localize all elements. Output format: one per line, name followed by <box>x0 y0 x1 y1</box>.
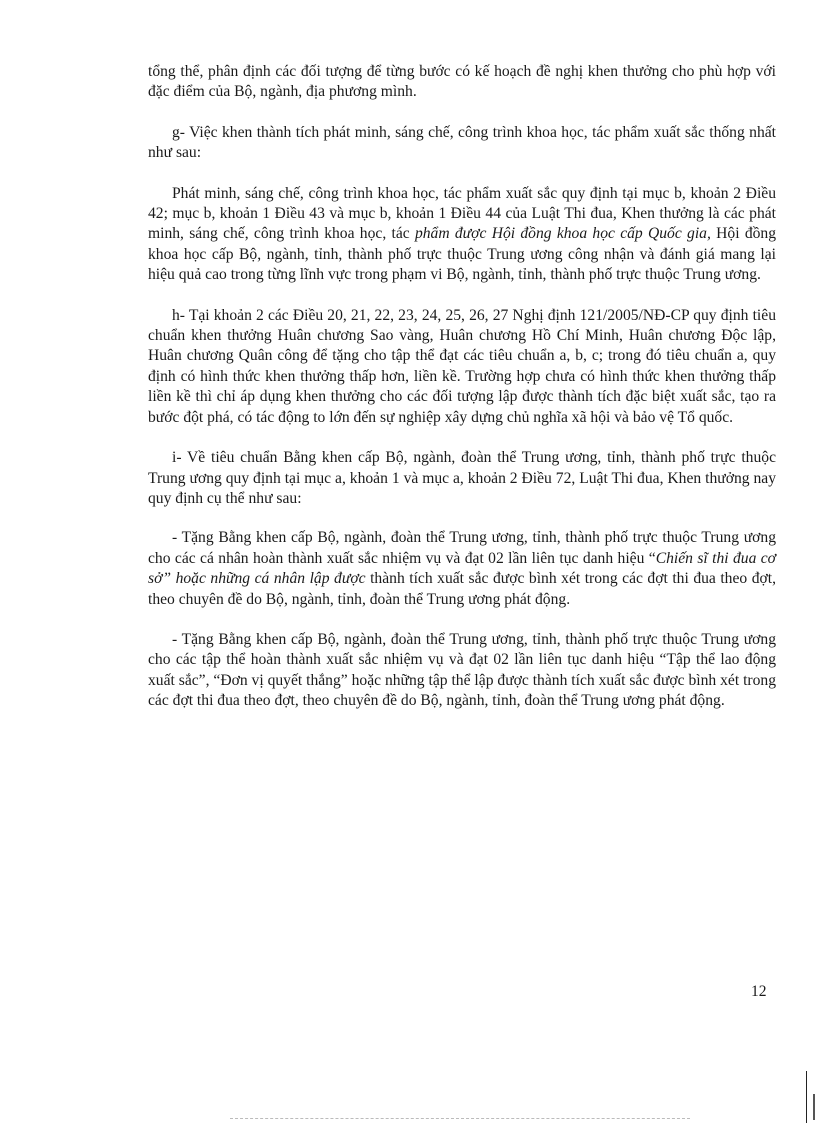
scan-edge-line <box>806 1071 807 1123</box>
document-body <box>148 62 776 712</box>
paragraph-individual-text: - Tặng Bằng khen cấp Bộ, ngành, đoàn thể Trung ương, tỉnh, thành phố trực thuộc Trung ương cho các cá nhân hoàn thành xuất sắc nhiệm vụ và đạt 02 lần liên tục danh hiệu “ <box>148 529 776 567</box>
paragraph-individual-italic: Chiến sĩ thi đua cơ sở” hoặc những cá nhân lập được <box>148 549 776 588</box>
paragraph-collective-award: - Tặng Bằng khen cấp Bộ, ngành, đoàn thể Trung ương, tỉnh, thành phố trực thuộc Trung ương cho các tập thể hoàn thành xuất sắc nhiệm vụ và đạt 02 lần liên tục danh hiệu “Tập thể lao động xuất sắc”, “Đơn vị quyết thắng” hoặc những tập thể lập được thành tích xuất sắc được bình xét trong các đợt thi đua theo đợt, theo chuyên đề do Bộ, ngành, tỉnh, đoàn thể Trung ương phát động. <box>148 630 776 710</box>
paragraph-item-i: i- Về tiêu chuẩn Bằng khen cấp Bộ, ngành, đoàn thể Trung ương, tỉnh, thành phố trực thuộc Trung ương quy định tại mục a, khoản 1 và mục a, khoản 2 Điều 72, Luật Thi đua, Khen thưởng nay quy định cụ thể như sau: <box>148 449 776 507</box>
paragraph-individual-award <box>148 528 776 610</box>
scan-edge-mark <box>813 1094 815 1120</box>
paragraph-individual-text-end: thành tích xuất sắc được bình xét trong các đợt thi đua theo đợt, theo chuyên đề do Bộ, ngành, tỉnh, đoàn thể Trung ương phát động. <box>148 570 776 608</box>
page-number: 12 <box>751 983 767 1000</box>
scan-bottom-dashes <box>230 1118 690 1119</box>
paragraph-continuation: tổng thể, phân định các đối tượng để từng bước có kế hoạch đề nghị khen thưởng cho phù hợp với đặc điểm của Bộ, ngành, địa phương mình. <box>148 63 776 101</box>
paragraph-inventions-text-end: Hội đồng khoa học cấp Bộ, ngành, tỉnh, thành phố trực thuộc Trung ương công nhận và đánh giá mang lại hiệu quả cao trong từng lĩnh vực trong phạm vi Bộ, ngành, tỉnh, thành phố trực thuộc Trung ương. <box>148 225 777 284</box>
paragraph-inventions-italic: phẩm được Hội đồng khoa học cấp Quốc gia, <box>414 225 711 243</box>
paragraph-inventions-text: Phát minh, sáng chế, công trình khoa học, tác phẩm xuất sắc quy định tại mục b, khoản 2 Điều 42; mục b, khoản 1 Điều 43 và mục b, khoản 1 Điều 44 của Luật Thi đua, Khen thưởng là các phát minh, sáng chế, công trình khoa học, tác <box>148 184 776 243</box>
paragraph-inventions <box>148 184 776 286</box>
paragraph-item-h: h- Tại khoản 2 các Điều 20, 21, 22, 23, 24, 25, 26, 27 Nghị định 121/2005/NĐ-CP quy định tiêu chuẩn khen thưởng Huân chương Sao vàng, Huân chương Hồ Chí Minh, Huân chương Độc lập, Huân chương Quân công để tặng cho tập thể đạt các tiêu chuẩn a, b, c; trong đó tiêu chuẩn a, quy định có hình thức khen thưởng thấp hơn, liền kề. Trường hợp chưa có hình thức khen thưởng thấp liền kề thì chỉ áp dụng khen thưởng cho các đối tượng lập được thành tích đặc biệt xuất sắc, tạo ra bước đột phá, có tác động to lớn đến sự nghiệp xây dựng chủ nghĩa xã hội và bảo vệ Tổ quốc. <box>148 306 776 426</box>
paragraph-item-g: g- Việc khen thành tích phát minh, sáng chế, công trình khoa học, tác phẩm xuất sắc thống nhất như sau: <box>148 123 776 162</box>
